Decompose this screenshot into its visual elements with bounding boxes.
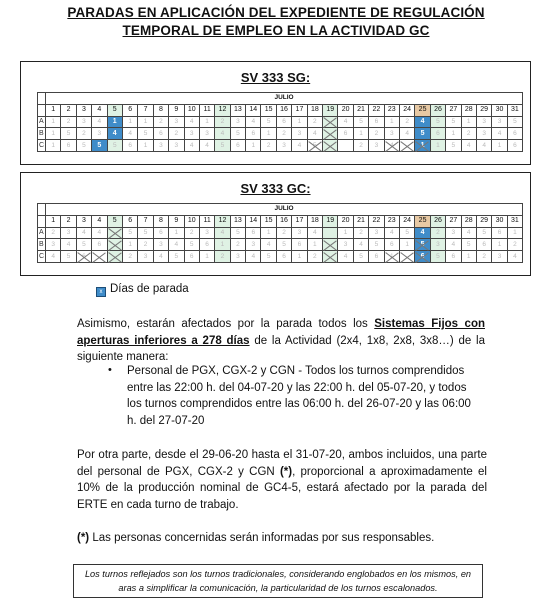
day-cell: 6 xyxy=(230,140,245,152)
day-header-16: 16 xyxy=(276,104,291,116)
day-cell: 2 xyxy=(461,128,476,140)
day-header-14: 14 xyxy=(246,104,261,116)
shift-row-b xyxy=(38,239,523,251)
day-cell: 6 xyxy=(199,239,214,251)
day-cell: 3 xyxy=(292,227,307,239)
day-cell: 5 xyxy=(261,116,276,128)
day-cell: 1 xyxy=(384,251,399,263)
day-cell: 2 xyxy=(399,116,414,128)
day-cell: 1 xyxy=(446,128,461,140)
day-cell: 5 xyxy=(353,251,368,263)
day-cell: 1 xyxy=(215,239,230,251)
day-cell: 3 xyxy=(492,251,507,263)
day-cell: 1 xyxy=(292,116,307,128)
day-cell: 6 xyxy=(61,140,76,152)
day-cell: 3 xyxy=(430,239,445,251)
day-cell: 1 xyxy=(307,239,322,251)
day-cell: 4 xyxy=(461,227,476,239)
day-cell: 2 xyxy=(353,227,368,239)
stop-day-cell: 1 xyxy=(415,140,430,152)
day-cell: 4 xyxy=(492,128,507,140)
day-header-12: 12 xyxy=(215,104,230,116)
day-cell: 4 xyxy=(246,251,261,263)
day-cell: 5 xyxy=(507,116,522,128)
day-cell: 1 xyxy=(399,239,414,251)
day-cell: 4 xyxy=(353,239,368,251)
day-cell: 4 xyxy=(169,239,184,251)
day-cell: 4 xyxy=(399,128,414,140)
bullet-icon: • xyxy=(108,364,112,376)
bullet-paragraph: Personal de PGX, CGX-2 y CGN - Todos los turnos comprendidos entre las 22:00 h. del 04-07-20 y las 22:00 h. del 05-07-20, y todos los turnos comprendidos entre las 06:00 h. del 26-07-20 y las 06:00 h. del 27-07-20 xyxy=(127,365,471,427)
day-cell: 5 xyxy=(430,251,445,263)
day-header-17: 17 xyxy=(292,104,307,116)
days-row xyxy=(38,104,523,116)
day-cell: 4 xyxy=(153,251,168,263)
day-cell: 5 xyxy=(184,239,199,251)
stop-day-cell: 4 xyxy=(107,128,122,140)
day-cell: 4 xyxy=(246,116,261,128)
p3-text-end: , proporcional a aproximadamente el 10% de la producción nominal de GC4-5, estará afectado por la parada del ERTE en cada turno de trabajo. xyxy=(77,465,487,511)
day-header-16: 16 xyxy=(276,215,291,227)
day-header-13: 13 xyxy=(230,215,245,227)
day-header-8: 8 xyxy=(153,104,168,116)
day-cell: 3 xyxy=(476,116,491,128)
day-cell: 4 xyxy=(261,239,276,251)
day-header-6: 6 xyxy=(122,215,137,227)
month-label: JULIO xyxy=(46,204,523,216)
day-cell: 6 xyxy=(430,128,445,140)
day-cell: 4 xyxy=(446,239,461,251)
day-cell xyxy=(107,239,122,251)
shift-label: A xyxy=(38,116,46,128)
day-cell: 6 xyxy=(446,251,461,263)
day-cell: 6 xyxy=(276,116,291,128)
day-cell: 1 xyxy=(122,116,137,128)
stop-day-cell: 4 xyxy=(415,227,430,239)
calendar-box-sg xyxy=(20,61,531,165)
day-header-24: 24 xyxy=(399,215,414,227)
day-cell: 3 xyxy=(369,140,384,152)
day-cell: 2 xyxy=(169,128,184,140)
day-cell: 3 xyxy=(169,140,184,152)
shift-row-c xyxy=(38,251,523,263)
day-cell: 6 xyxy=(507,128,522,140)
day-cell: 1 xyxy=(261,128,276,140)
day-cell: 1 xyxy=(430,140,445,152)
day-header-19: 19 xyxy=(323,104,338,116)
day-cell: 2 xyxy=(307,251,322,263)
month-label: JULIO xyxy=(46,93,523,105)
shift-row-b xyxy=(38,128,523,140)
day-header-14: 14 xyxy=(246,215,261,227)
day-cell: 5 xyxy=(399,227,414,239)
day-header-24: 24 xyxy=(399,104,414,116)
day-header-12: 12 xyxy=(215,215,230,227)
day-cell: 5 xyxy=(446,140,461,152)
day-cell: 1 xyxy=(122,239,137,251)
legend-label: Días de parada xyxy=(110,283,189,295)
day-header-9: 9 xyxy=(169,215,184,227)
day-cell: 6 xyxy=(122,140,137,152)
day-cell: 2 xyxy=(276,227,291,239)
day-header-30: 30 xyxy=(492,215,507,227)
day-header-3: 3 xyxy=(76,104,91,116)
day-header-1: 1 xyxy=(46,104,61,116)
day-cell: 5 xyxy=(138,128,153,140)
day-cell: 6 xyxy=(246,128,261,140)
footer-line1: Los turnos reflejados son los turnos tradicionales, considerando englobados en los mismos, en xyxy=(84,569,472,579)
day-cell: 3 xyxy=(492,116,507,128)
stop-day-cell: 5 xyxy=(415,239,430,251)
calendar-table xyxy=(37,92,523,152)
day-header-29: 29 xyxy=(476,104,491,116)
day-cell: 5 xyxy=(276,239,291,251)
month-row xyxy=(38,204,523,216)
day-cell: 1 xyxy=(292,251,307,263)
day-header-20: 20 xyxy=(338,104,353,116)
day-cell: 6 xyxy=(246,227,261,239)
day-cell: 3 xyxy=(199,227,214,239)
day-cell: 2 xyxy=(215,251,230,263)
day-header-2: 2 xyxy=(61,215,76,227)
day-header-5: 5 xyxy=(107,215,122,227)
calendar-title: SV 333 SG: xyxy=(240,70,311,85)
page-title-line2: TEMPORAL DE EMPLEO EN LA ACTIVIDAD GC xyxy=(122,23,430,38)
stop-day-cell: 5 xyxy=(415,128,430,140)
day-cell: 5 xyxy=(169,251,184,263)
day-header-3: 3 xyxy=(76,215,91,227)
day-cell: 4 xyxy=(307,128,322,140)
day-cell: 3 xyxy=(138,251,153,263)
day-cell: 3 xyxy=(230,116,245,128)
calendar-table xyxy=(37,203,523,263)
day-cell: 3 xyxy=(169,116,184,128)
row-label-blank xyxy=(38,93,46,105)
day-cell: 2 xyxy=(276,128,291,140)
p1-text-end: de la Actividad (2x4, 1x8, 2x8, 3x8…) de la siguiente manera: xyxy=(77,334,485,363)
day-header-27: 27 xyxy=(446,104,461,116)
day-header-22: 22 xyxy=(369,104,384,116)
day-header-2: 2 xyxy=(61,104,76,116)
day-cell: 4 xyxy=(122,128,137,140)
day-cell: 1 xyxy=(261,227,276,239)
day-cell: 2 xyxy=(122,251,137,263)
day-header-18: 18 xyxy=(307,104,322,116)
day-cell: 6 xyxy=(369,251,384,263)
day-cell: 5 xyxy=(122,227,137,239)
day-cell: 2 xyxy=(46,227,61,239)
day-header-30: 30 xyxy=(492,104,507,116)
row-label-blank xyxy=(38,204,46,216)
shift-row-a xyxy=(38,227,523,239)
day-cell: 2 xyxy=(261,140,276,152)
day-cell: 4 xyxy=(292,140,307,152)
day-cell: 3 xyxy=(476,128,491,140)
day-header-21: 21 xyxy=(353,215,368,227)
paragraph-erte xyxy=(77,447,487,513)
day-header-28: 28 xyxy=(461,104,476,116)
footer-note xyxy=(73,564,483,598)
day-cell: 2 xyxy=(230,239,245,251)
p1-bold: Sistemas Fijos con aperturas inferiores a 278 días xyxy=(77,318,485,347)
shift-row-c xyxy=(38,140,523,152)
day-cell: 5 xyxy=(138,227,153,239)
day-cell xyxy=(107,251,122,263)
day-header-27: 27 xyxy=(446,215,461,227)
day-cell: 4 xyxy=(46,251,61,263)
day-cell: 1 xyxy=(384,116,399,128)
stop-day-cell: 6 xyxy=(415,251,430,263)
day-cell: 1 xyxy=(169,227,184,239)
day-cell: 5 xyxy=(76,239,91,251)
day-header-9: 9 xyxy=(169,104,184,116)
day-header-10: 10 xyxy=(184,104,199,116)
day-header-26: 26 xyxy=(430,104,445,116)
day-cell: 3 xyxy=(446,227,461,239)
day-cell: 6 xyxy=(153,128,168,140)
day-header-6: 6 xyxy=(122,104,137,116)
day-cell: 1 xyxy=(138,116,153,128)
day-cell: 5 xyxy=(230,227,245,239)
day-cell: 5 xyxy=(476,227,491,239)
day-cell: 6 xyxy=(338,128,353,140)
day-cell: 5 xyxy=(230,128,245,140)
day-cell: 4 xyxy=(215,128,230,140)
day-cell: 1 xyxy=(461,251,476,263)
day-cell: 1 xyxy=(138,140,153,152)
stop-day-cell: 1 xyxy=(107,116,122,128)
day-cell: 3 xyxy=(184,128,199,140)
day-cell: 3 xyxy=(384,128,399,140)
p3-text: Por otra parte, desde el 29-06-20 hasta el 31-07-20, ambos incluidos, una parte del personal de PGX, CGX-2 y CGN xyxy=(77,449,487,478)
day-header-7: 7 xyxy=(138,104,153,116)
day-cell: 3 xyxy=(92,128,107,140)
day-cell: 3 xyxy=(338,239,353,251)
day-cell: 3 xyxy=(276,140,291,152)
day-cell: 6 xyxy=(184,251,199,263)
day-cell xyxy=(399,140,414,152)
shift-label: B xyxy=(38,128,46,140)
day-cell: 6 xyxy=(92,239,107,251)
day-cell: 4 xyxy=(384,227,399,239)
paragraph-systems xyxy=(77,316,485,366)
day-header-19: 19 xyxy=(323,215,338,227)
day-cell: 3 xyxy=(199,128,214,140)
day-header-4: 4 xyxy=(92,215,107,227)
day-cell: 1 xyxy=(461,116,476,128)
day-cell: 4 xyxy=(184,116,199,128)
day-header-7: 7 xyxy=(138,215,153,227)
day-header-15: 15 xyxy=(261,215,276,227)
day-cell: 2 xyxy=(76,128,91,140)
day-cell: 1 xyxy=(353,128,368,140)
shift-row-a xyxy=(38,116,523,128)
day-cell: 2 xyxy=(476,251,491,263)
day-cell: 4 xyxy=(507,251,522,263)
day-header-18: 18 xyxy=(307,215,322,227)
day-cell: 4 xyxy=(307,227,322,239)
row-label-blank xyxy=(38,215,46,227)
day-cell: 4 xyxy=(184,140,199,152)
month-row xyxy=(38,93,523,105)
day-header-10: 10 xyxy=(184,215,199,227)
day-header-31: 31 xyxy=(507,215,522,227)
day-cell: 5 xyxy=(446,116,461,128)
day-header-1: 1 xyxy=(46,215,61,227)
day-cell: 4 xyxy=(199,140,214,152)
day-cell: 4 xyxy=(92,227,107,239)
day-cell: 6 xyxy=(492,227,507,239)
day-cell: 3 xyxy=(153,239,168,251)
day-cell: 5 xyxy=(61,128,76,140)
day-header-20: 20 xyxy=(338,215,353,227)
day-cell: 3 xyxy=(76,116,91,128)
day-cell: 5 xyxy=(430,116,445,128)
day-cell: 4 xyxy=(338,116,353,128)
day-cell: 1 xyxy=(492,239,507,251)
day-cell: 1 xyxy=(507,227,522,239)
day-cell: 3 xyxy=(292,128,307,140)
stop-day-cell: 5 xyxy=(92,140,107,152)
day-cell: 1 xyxy=(246,140,261,152)
stop-day-cell: 4 xyxy=(415,116,430,128)
day-cell: 3 xyxy=(246,239,261,251)
day-header-15: 15 xyxy=(261,104,276,116)
day-cell: 3 xyxy=(153,140,168,152)
day-cell xyxy=(107,227,122,239)
p4-text: Las personas concernidas serán informadas por sus responsables. xyxy=(89,532,435,544)
day-cell: 6 xyxy=(153,227,168,239)
day-cell: 3 xyxy=(369,227,384,239)
row-label-blank xyxy=(38,104,46,116)
day-cell: 4 xyxy=(476,140,491,152)
day-cell: 1 xyxy=(46,128,61,140)
day-header-5: 5 xyxy=(107,104,122,116)
day-header-31: 31 xyxy=(507,104,522,116)
day-cell: 1 xyxy=(338,227,353,239)
calendar-box-gc xyxy=(20,172,531,276)
day-cell xyxy=(323,239,338,251)
day-cell: 5 xyxy=(353,116,368,128)
day-cell: 2 xyxy=(507,239,522,251)
day-header-8: 8 xyxy=(153,215,168,227)
day-header-23: 23 xyxy=(384,215,399,227)
day-cell: 4 xyxy=(461,140,476,152)
day-cell: 2 xyxy=(215,116,230,128)
day-cell: 4 xyxy=(215,227,230,239)
p4-mark: (*) xyxy=(77,532,90,544)
day-cell: 2 xyxy=(138,239,153,251)
day-header-25: 25 xyxy=(415,104,430,116)
day-cell xyxy=(323,116,338,128)
day-cell: 2 xyxy=(369,128,384,140)
day-header-17: 17 xyxy=(292,215,307,227)
day-cell xyxy=(92,251,107,263)
day-cell: 5 xyxy=(307,140,322,152)
day-cell xyxy=(323,140,338,152)
day-cell: 1 xyxy=(46,116,61,128)
day-header-11: 11 xyxy=(199,104,214,116)
day-cell xyxy=(323,227,338,239)
day-cell xyxy=(323,128,338,140)
shift-label: C xyxy=(38,251,46,263)
shift-label: B xyxy=(38,239,46,251)
day-cell: 5 xyxy=(76,140,91,152)
p3-mark: (*) xyxy=(279,465,293,478)
day-cell: 6 xyxy=(369,116,384,128)
day-cell: 4 xyxy=(92,116,107,128)
day-cell: 6 xyxy=(476,239,491,251)
day-cell: 2 xyxy=(153,116,168,128)
day-cell: 5 xyxy=(107,140,122,152)
day-cell: 4 xyxy=(384,140,399,152)
day-cell: 2 xyxy=(61,116,76,128)
page-title-line1: PARADAS EN APLICACIÓN DEL EXPEDIENTE DE REGULACIÓN xyxy=(67,5,485,20)
day-cell: 5 xyxy=(261,251,276,263)
day-cell: 6 xyxy=(276,251,291,263)
day-header-13: 13 xyxy=(230,104,245,116)
day-header-21: 21 xyxy=(353,104,368,116)
day-cell: 4 xyxy=(76,227,91,239)
day-cell: 4 xyxy=(338,251,353,263)
day-cell: 2 xyxy=(353,140,368,152)
day-header-11: 11 xyxy=(199,215,214,227)
shift-label: A xyxy=(38,227,46,239)
day-cell: 2 xyxy=(184,227,199,239)
footer-line2: aras a simplificar la comunicación, la particularidad de los turnos escalonados. xyxy=(118,583,438,593)
day-cell xyxy=(338,140,353,152)
calendar-title: SV 333 GC: xyxy=(240,181,311,196)
day-cell: 5 xyxy=(215,140,230,152)
day-header-22: 22 xyxy=(369,215,384,227)
day-cell: 4 xyxy=(61,239,76,251)
legend xyxy=(96,283,189,297)
day-cell: 5 xyxy=(61,251,76,263)
day-cell: 1 xyxy=(199,116,214,128)
day-cell xyxy=(399,251,414,263)
day-cell: 3 xyxy=(61,227,76,239)
day-cell: 1 xyxy=(199,251,214,263)
day-cell: 3 xyxy=(46,239,61,251)
day-cell: 5 xyxy=(461,239,476,251)
day-header-29: 29 xyxy=(476,215,491,227)
day-cell: 1 xyxy=(492,140,507,152)
shift-label: C xyxy=(38,140,46,152)
day-cell: 1 xyxy=(46,140,61,152)
day-cell: 2 xyxy=(430,227,445,239)
day-cell: 3 xyxy=(230,251,245,263)
paragraph-note xyxy=(77,530,487,547)
day-header-23: 23 xyxy=(384,104,399,116)
day-cell: 6 xyxy=(507,140,522,152)
day-cell: 6 xyxy=(76,251,91,263)
day-cell: 2 xyxy=(307,116,322,128)
day-cell: 6 xyxy=(292,239,307,251)
day-cell xyxy=(323,251,338,263)
day-header-28: 28 xyxy=(461,215,476,227)
day-header-26: 26 xyxy=(430,215,445,227)
stop-day-swatch-icon: x xyxy=(96,287,106,297)
p1-text: Asimismo, estarán afectados por la parada todos los xyxy=(77,318,375,330)
day-cell: 5 xyxy=(369,239,384,251)
day-header-4: 4 xyxy=(92,104,107,116)
days-row xyxy=(38,215,523,227)
day-cell: 6 xyxy=(384,239,399,251)
day-header-25: 25 xyxy=(415,215,430,227)
